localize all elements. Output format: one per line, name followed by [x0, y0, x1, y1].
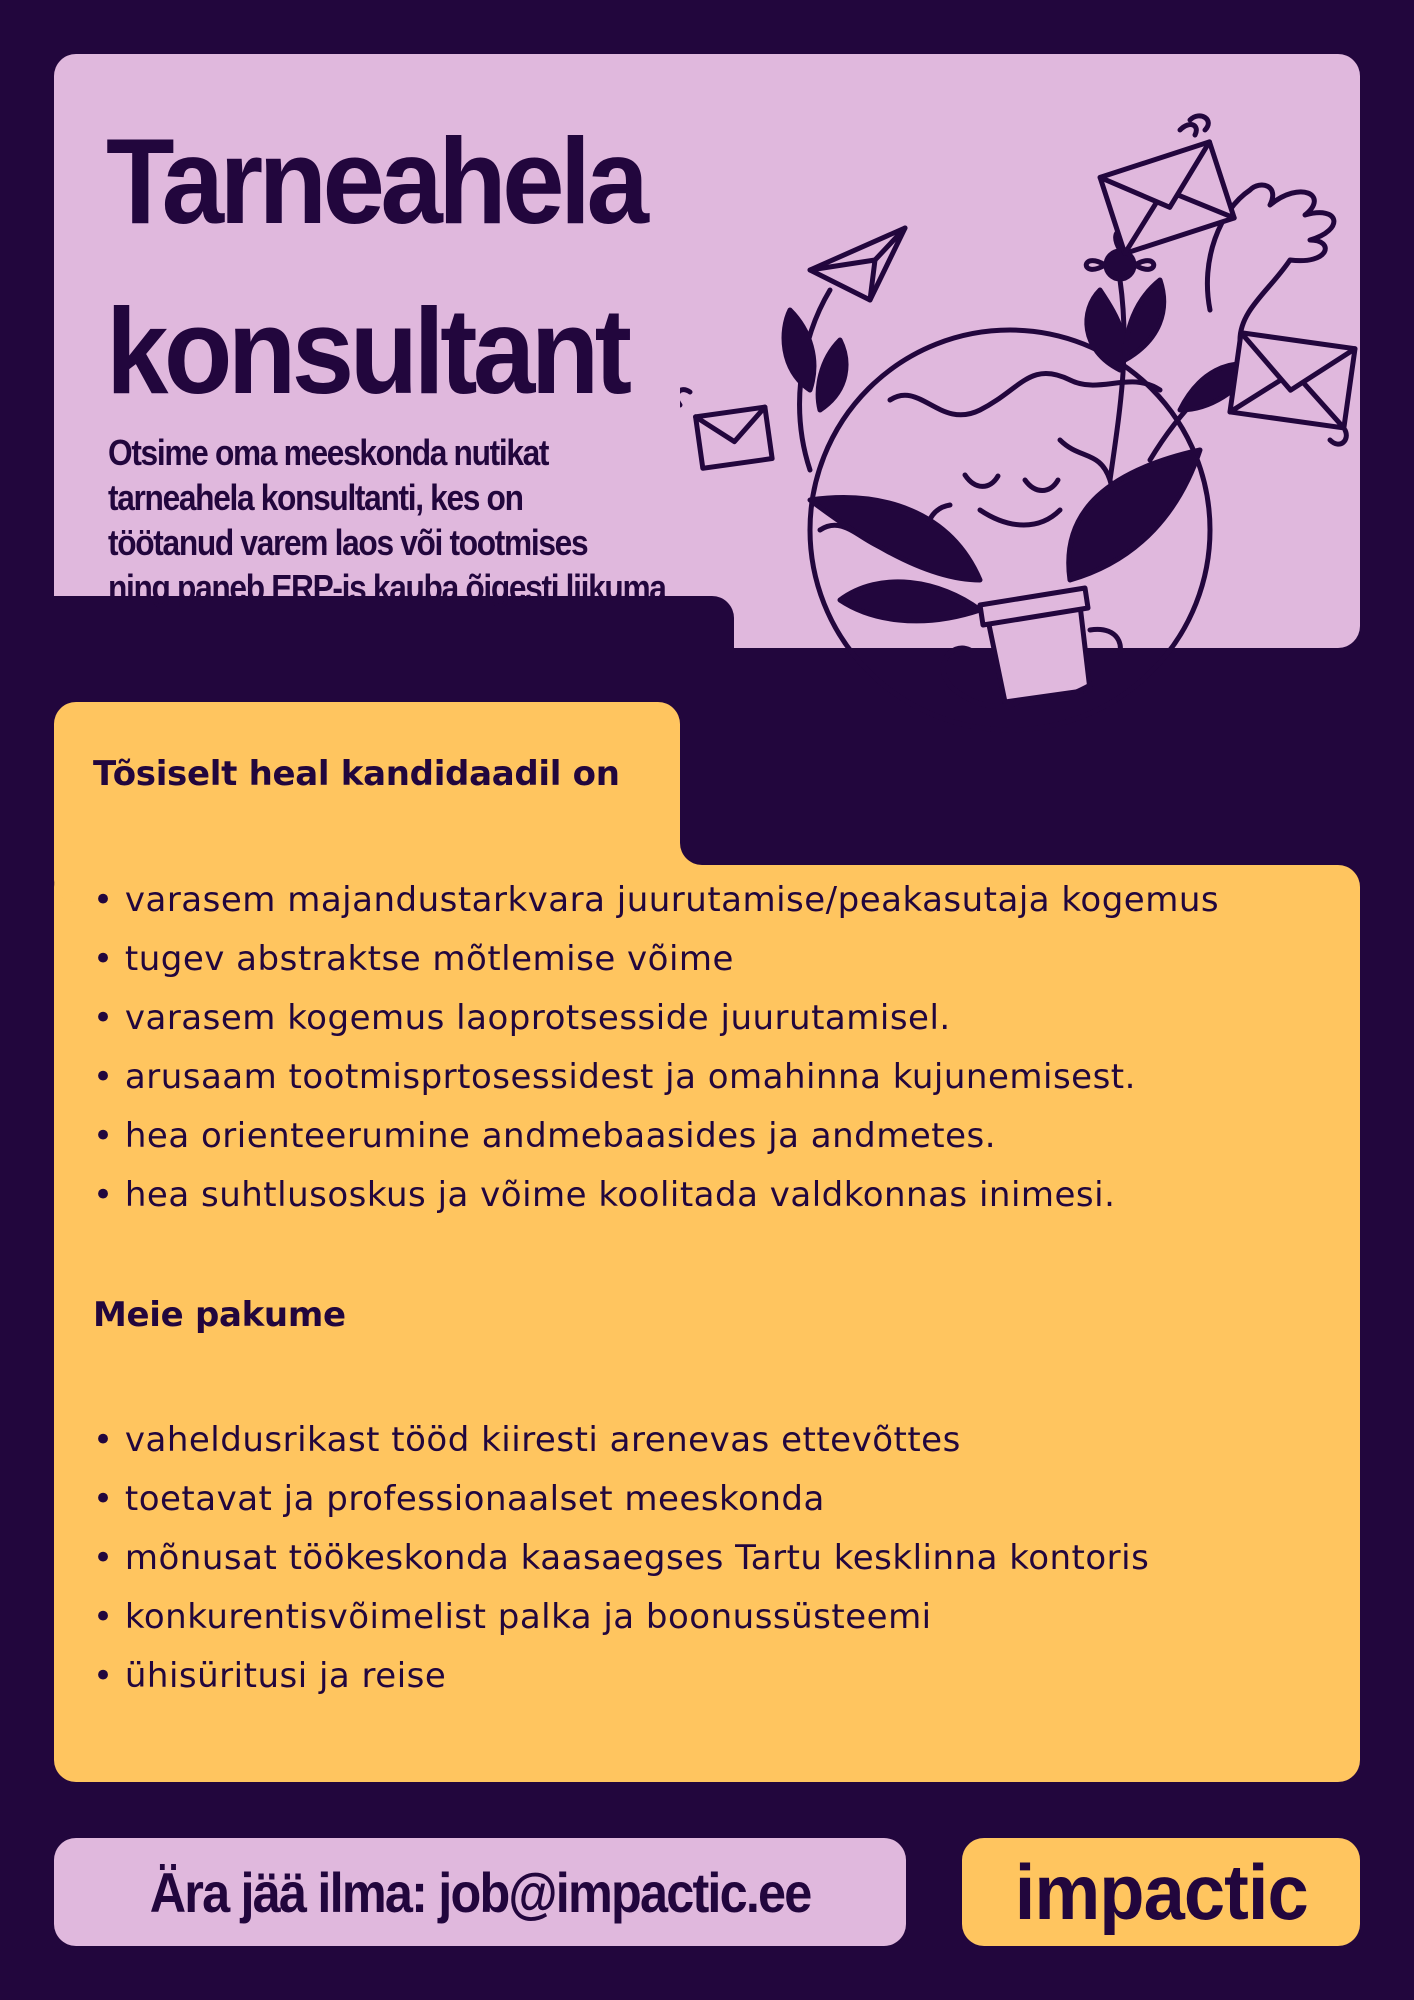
offer-list — [93, 1411, 1149, 1706]
list-item: • hea suhtlusoskus ja võime koolitada valdkonnas inimesi. — [93, 1166, 1219, 1225]
requirements-list — [93, 871, 1219, 1225]
list-item: • varasem kogemus laoprotsesside juurutamisel. — [93, 989, 1219, 1048]
list-item: • hea orienteerumine andmebaasides ja andmetes. — [93, 1107, 1219, 1166]
list-item: • konkurentisvõimelist palka ja boonussüsteemi — [93, 1588, 1149, 1647]
contact-email-link[interactable] — [54, 1838, 906, 1946]
requirements-heading: Tõsiselt heal kandidaadil on — [93, 754, 620, 794]
list-item: • ühisüritusi ja reise — [93, 1647, 1149, 1706]
logo-text: impactic — [1014, 1847, 1308, 1936]
list-item: • varasem majandustarkvara juurutamise/peakasutaja kogemus — [93, 871, 1219, 930]
list-item: • arusaam tootmisprtosessidest ja omahinna kujunemisest. — [93, 1048, 1219, 1107]
list-item: • vaheldusrikast tööd kiiresti arenevas ettevõttes — [93, 1411, 1149, 1470]
panel-corner-round — [680, 810, 724, 865]
page-subtitle: Otsime oma meeskonda nutikat tarneahela konsultanti, kes on töötanud varem laos või tootmises ning paneb ERP-is kauba õigesti liikuma — [108, 432, 666, 608]
title-line-2: konsultant — [106, 283, 628, 419]
title-line-1: Tarneahela — [106, 113, 645, 249]
globe-with-plants-and-envelopes-icon — [680, 110, 1360, 750]
contact-text: Ära jää ilma: job@impactic.ee — [149, 1860, 811, 1924]
company-logo — [962, 1838, 1360, 1946]
offer-heading: Meie pakume — [93, 1295, 346, 1335]
list-item: • tugev abstraktse mõtlemise võime — [93, 930, 1219, 989]
list-item: • toetavat ja professionaalset meeskonda — [93, 1470, 1149, 1529]
page-title — [106, 96, 644, 436]
list-item: • mõnusat töökeskonda kaasaegses Tartu kesklinna kontoris — [93, 1529, 1149, 1588]
